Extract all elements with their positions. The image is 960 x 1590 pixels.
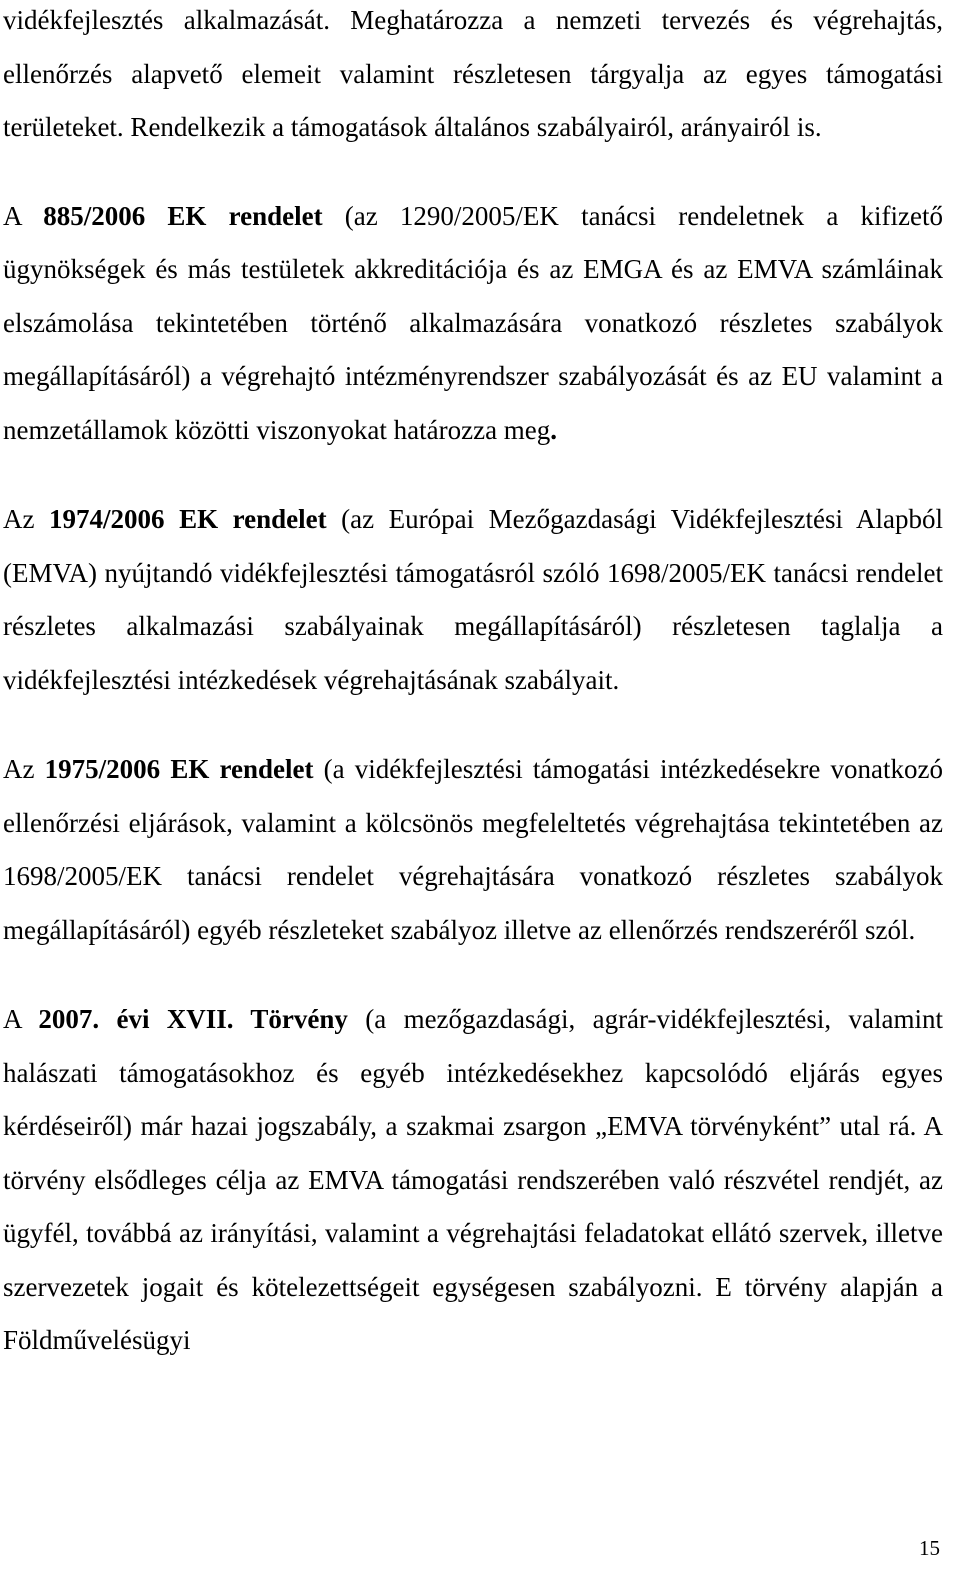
paragraph-text: (a vidékfejlesztési támogatási intézkedésekre vonatkozó ellenőrzési eljárások, valamint a kölcsönös megfeleltetés végrehajtása tekintetében az 1698/2005/EK tanácsi rendelet végrehajtására vonatkozó részletes szabályok megállapításáról) egyéb részleteket szabályoz illetve az ellenőrzés rendszeréről szól.: [3, 754, 944, 945]
paragraph-text: (az 1290/2005/EK tanácsi rendeletnek a kifizető ügynökségek és más testületek akkreditációja és az EMGA és az EMVA számláinak elszámolása tekintetében történő alkalmazására vonatkozó részletes szabályok megállapításáról) a végrehajtó intézményrendszer szabályozását és az EU valamint a nemzetállamok közötti viszonyokat határozza meg: [3, 200, 944, 445]
paragraph-text: vidékfejlesztés alkalmazását. Meghatározza a nemzeti tervezés és végrehajtás, ellenőrzés alapvető elemeit valamint részletesen tárgyalja az egyes támogatási területeket. Rendelkezik a támogatások általános szabályairól, arányairól is.: [3, 5, 943, 142]
paragraph-text: (a mezőgazdasági, agrár-vidékfejlesztési, valamint halászati támogatásokhoz és egyéb intézkedésekhez kapcsolódó eljárás egyes kérdéseiről) már hazai jogszabály, a szakmai zsargon „EMVA törvényként” utal rá. A törvény elsődleges célja az EMVA támogatási rendszerében való részvétel rendjét, az ügyfél, továbbá az irányítási, valamint a végrehajtási feladatokat ellátó szervek, illetve szervezetek jogait és kötelezettségeit egységesen szabályozni. E törvény alapján a Földművelésügyi: [3, 1004, 943, 1355]
paragraph-text: A: [3, 200, 44, 231]
paragraph-1975-2006-regulation: [3, 743, 943, 957]
paragraph-text: .: [550, 414, 558, 445]
regulation-reference: 885/2006 EK rendelet: [43, 200, 323, 231]
paragraph-text: Az: [3, 504, 50, 534]
paragraph-text: A: [3, 1004, 39, 1034]
page-number: 15: [919, 1536, 940, 1560]
paragraph-rural-development-intro: [3, 0, 943, 155]
paragraph-text: Az: [3, 754, 45, 784]
document-page: [3, 0, 943, 1368]
paragraph-1974-2006-regulation: [3, 493, 943, 707]
paragraph-text: (az Európai Mezőgazdasági Vidékfejlesztési Alapból (EMVA) nyújtandó vidékfejlesztési támogatásról szóló 1698/2005/EK tanácsi rendelet részletes alkalmazási szabályainak megállapításáról) részletesen taglalja a vidékfejlesztési intézkedések végrehajtásának szabályait.: [3, 504, 943, 695]
regulation-reference: 1975/2006 EK rendelet: [44, 754, 314, 784]
paragraph-885-2006-regulation: [3, 190, 943, 458]
regulation-reference: 1974/2006 EK rendelet: [49, 504, 327, 534]
paragraph-2007-xvii-act: [3, 993, 943, 1368]
act-reference: 2007. évi XVII. Törvény: [38, 1004, 348, 1034]
